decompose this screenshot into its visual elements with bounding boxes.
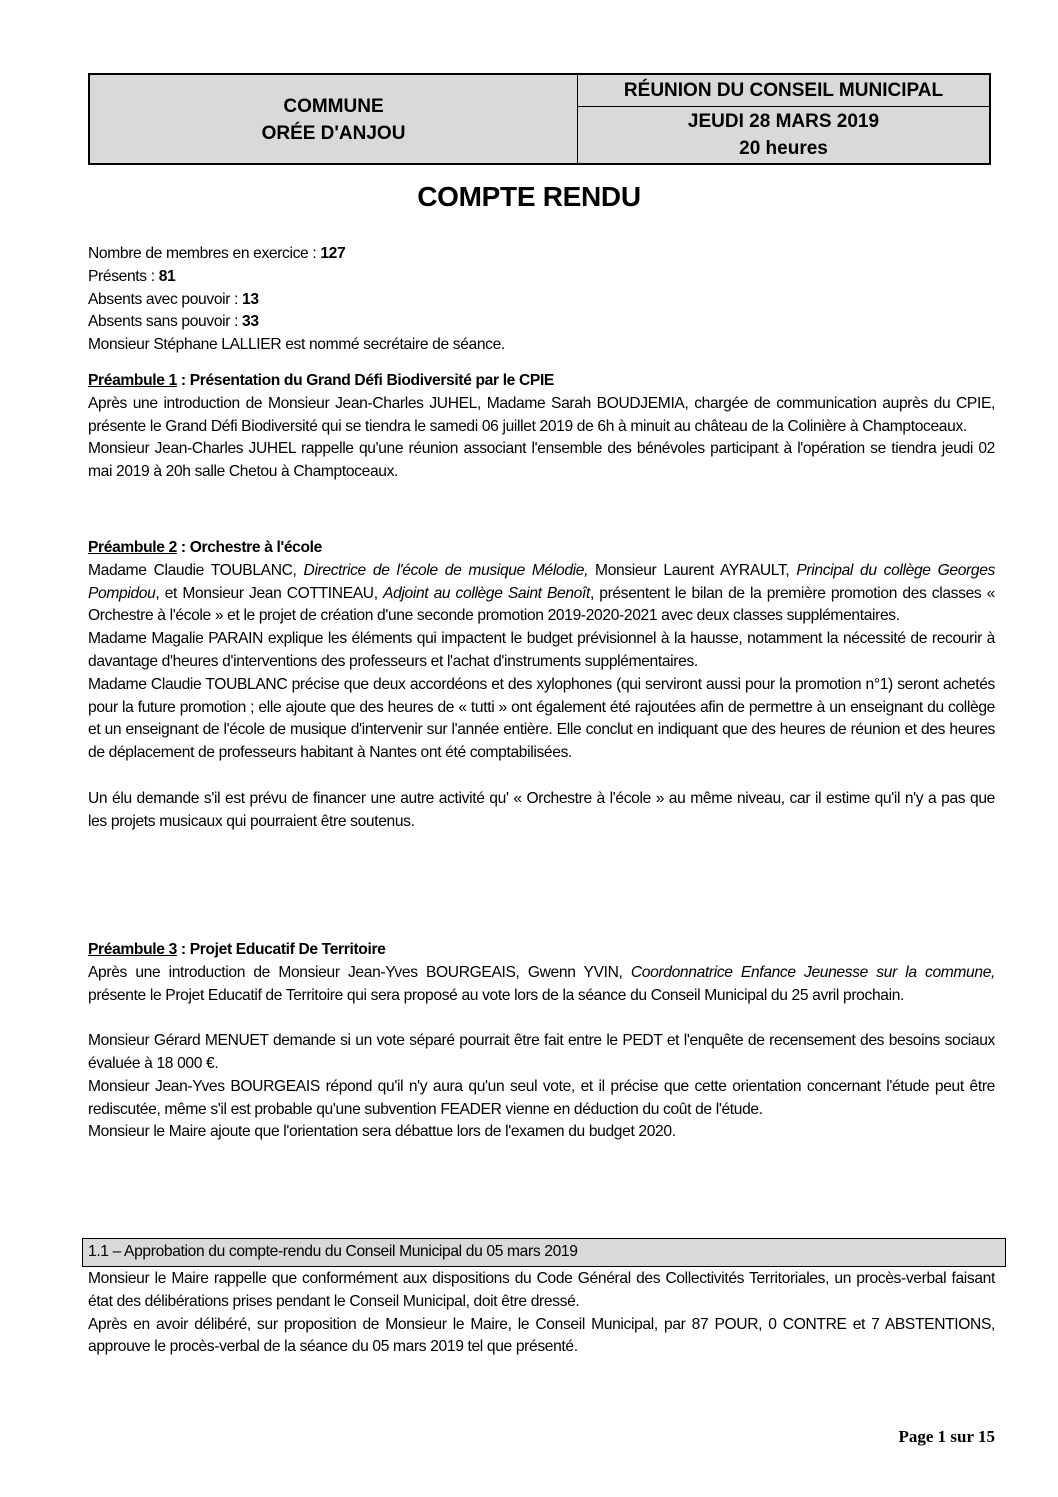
preambule-1-label: Préambule 1 <box>88 372 177 389</box>
header-meeting-cell <box>578 75 989 163</box>
header-table <box>88 73 991 165</box>
header-commune-name: ORÉE D'ANJOU <box>261 123 406 144</box>
absent-noproxy-label: Absents sans pouvoir : <box>88 313 243 331</box>
header-commune-label: COMMUNE <box>283 96 384 117</box>
preambule-2-para-3: Madame Claudie TOUBLANC précise que deux accordéons et des xylophones (qui serviront aussi pour la promotion n°1) seront achetés pour la future promotion ; elle ajoute que des heures de « tutti » ont également été rajoutées afin de permettre à un enseignant du collège et un enseignant de l'école de musique d'intervenir sur l'année entière. Elle conclut en indiquant que des heures de réunion et des heures de déplacement de professeurs habitant à Nantes ont été comptabilisées. <box>88 675 995 762</box>
preambule-1-title: : Présentation du Grand Défi Biodiversité par le CPIE <box>176 372 554 389</box>
header-meeting-time: 20 heures <box>739 138 828 159</box>
section-1-1-heading: 1.1 – Approbation du compte-rendu du Conseil Municipal du 05 mars 2019 <box>82 1238 1006 1267</box>
preambule-2-para-2: Madame Magalie PARAIN explique les éléments qui impactent le budget prévisionnel à la hausse, notamment la nécessité de recourir à davantage d'heures d'interventions des professeurs et l'achat d'instruments supplémentaires. <box>88 630 995 670</box>
preambule-3-title: : Projet Educatif De Territoire <box>176 941 386 958</box>
members-value: 127 <box>320 245 346 262</box>
preambule-3-label: Préambule 3 <box>88 941 177 958</box>
preambule-3-para-1: Après une introduction de Monsieur Jean-Yves BOURGEAIS, Gwenn YVIN, Coordonnatrice Enfance Jeunesse sur la commune, présente le Projet Educatif de Territoire qui sera proposé au vote lors de la séance du Conseil Municipal du 25 avril prochain. <box>88 963 996 1004</box>
preambule-1-para-2: Monsieur Jean-Charles JUHEL rappelle qu'une réunion associant l'ensemble des bénévoles participant à l'opération se tiendra jeudi 02 mai 2019 à 20h salle Chetou à Champtoceaux. <box>88 440 995 481</box>
present-label: Présents : <box>88 267 159 285</box>
absent-proxy-value: 13 <box>242 290 259 308</box>
preambule-3-para-4: Monsieur le Maire ajoute que l'orientation sera débattue lors de l'examen du budget 2020. <box>88 1123 676 1141</box>
section-1-1-para-1: Monsieur le Maire rappelle que conformément aux dispositions du Code Général des Collectivités Territoriales, un procès-verbal faisant état des délibérations prises pendant le Conseil Municipal, doit être dressé. <box>88 1270 995 1310</box>
absent-noproxy-value: 33 <box>242 313 259 331</box>
attendance-block <box>88 243 995 357</box>
header-meeting-title: RÉUNION DU CONSEIL MUNICIPAL <box>578 75 989 107</box>
preambule-2 <box>88 537 995 833</box>
preambule-2-label: Préambule 2 <box>88 539 177 556</box>
secretary-line: Monsieur Stéphane LALLIER est nommé secrétaire de séance. <box>88 336 505 354</box>
preambule-2-title: : Orchestre à l'école <box>176 539 322 556</box>
preambule-1-para-1: Après une introduction de Monsieur Jean-Charles JUHEL, Madame Sarah BOUDJEMIA, chargée de communication auprès du CPIE, présente le Grand Défi Biodiversité qui se tiendra le samedi 06 juillet 2019 de 6h à minuit au château de la Colinière à Champtoceaux. <box>88 394 995 435</box>
page-number: Page 1 sur 15 <box>898 1427 995 1446</box>
members-label: Nombre de membres en exercice : <box>88 245 321 262</box>
section-1-1-body <box>88 1268 995 1359</box>
section-1-1-para-2: Après en avoir délibéré, sur proposition de Monsieur le Maire, le Conseil Municipal, par 87 POUR, 0 CONTRE et 7 ABSTENTIONS, approuve le procès-verbal de la séance du 05 mars 2019 tel que présenté. <box>88 1315 995 1356</box>
header-commune-cell <box>90 75 578 163</box>
preambule-2-para-1: Madame Claudie TOUBLANC, Directrice de l'école de musique Mélodie, Monsieur Laurent AYRAULT, Principal du collège Georges Pompidou, et Monsieur Jean COTTINEAU, Adjoint au collège Saint Benoît, présentent le bilan de la première promotion des classes « Orchestre à l'école » et le projet de création d'une seconde promotion 2019-2020-2021 avec deux classes supplémentaires. <box>88 561 995 625</box>
preambule-3-para-2: Monsieur Gérard MENUET demande si un vote séparé pourrait être fait entre le PEDT et l'enquête de recensement des besoins sociaux évaluée à 18 000 €. <box>88 1032 995 1072</box>
preambule-3-para-3: Monsieur Jean-Yves BOURGEAIS répond qu'il n'y aura qu'un seul vote, et il précise que cette orientation concernant l'étude peut être rediscutée, même s'il est probable qu'une subvention FEADER vienne en déduction du coût de l'étude. <box>88 1077 995 1118</box>
header-meeting-date: JEUDI 28 MARS 2019 <box>687 111 880 132</box>
preambule-2-para-4: Un élu demande s'il est prévu de financer une autre activité qu' « Orchestre à l'école » au même niveau, car il estime qu'il n'y a pas que les projets musicaux qui pourraient être soutenus. <box>88 789 995 830</box>
preambule-3 <box>88 939 995 1144</box>
absent-proxy-label: Absents avec pouvoir : <box>88 290 243 308</box>
header-meeting-datetime <box>578 107 989 163</box>
page-title: COMPTE RENDU <box>417 181 641 212</box>
preambule-1 <box>88 370 995 484</box>
present-value: 81 <box>158 267 176 285</box>
